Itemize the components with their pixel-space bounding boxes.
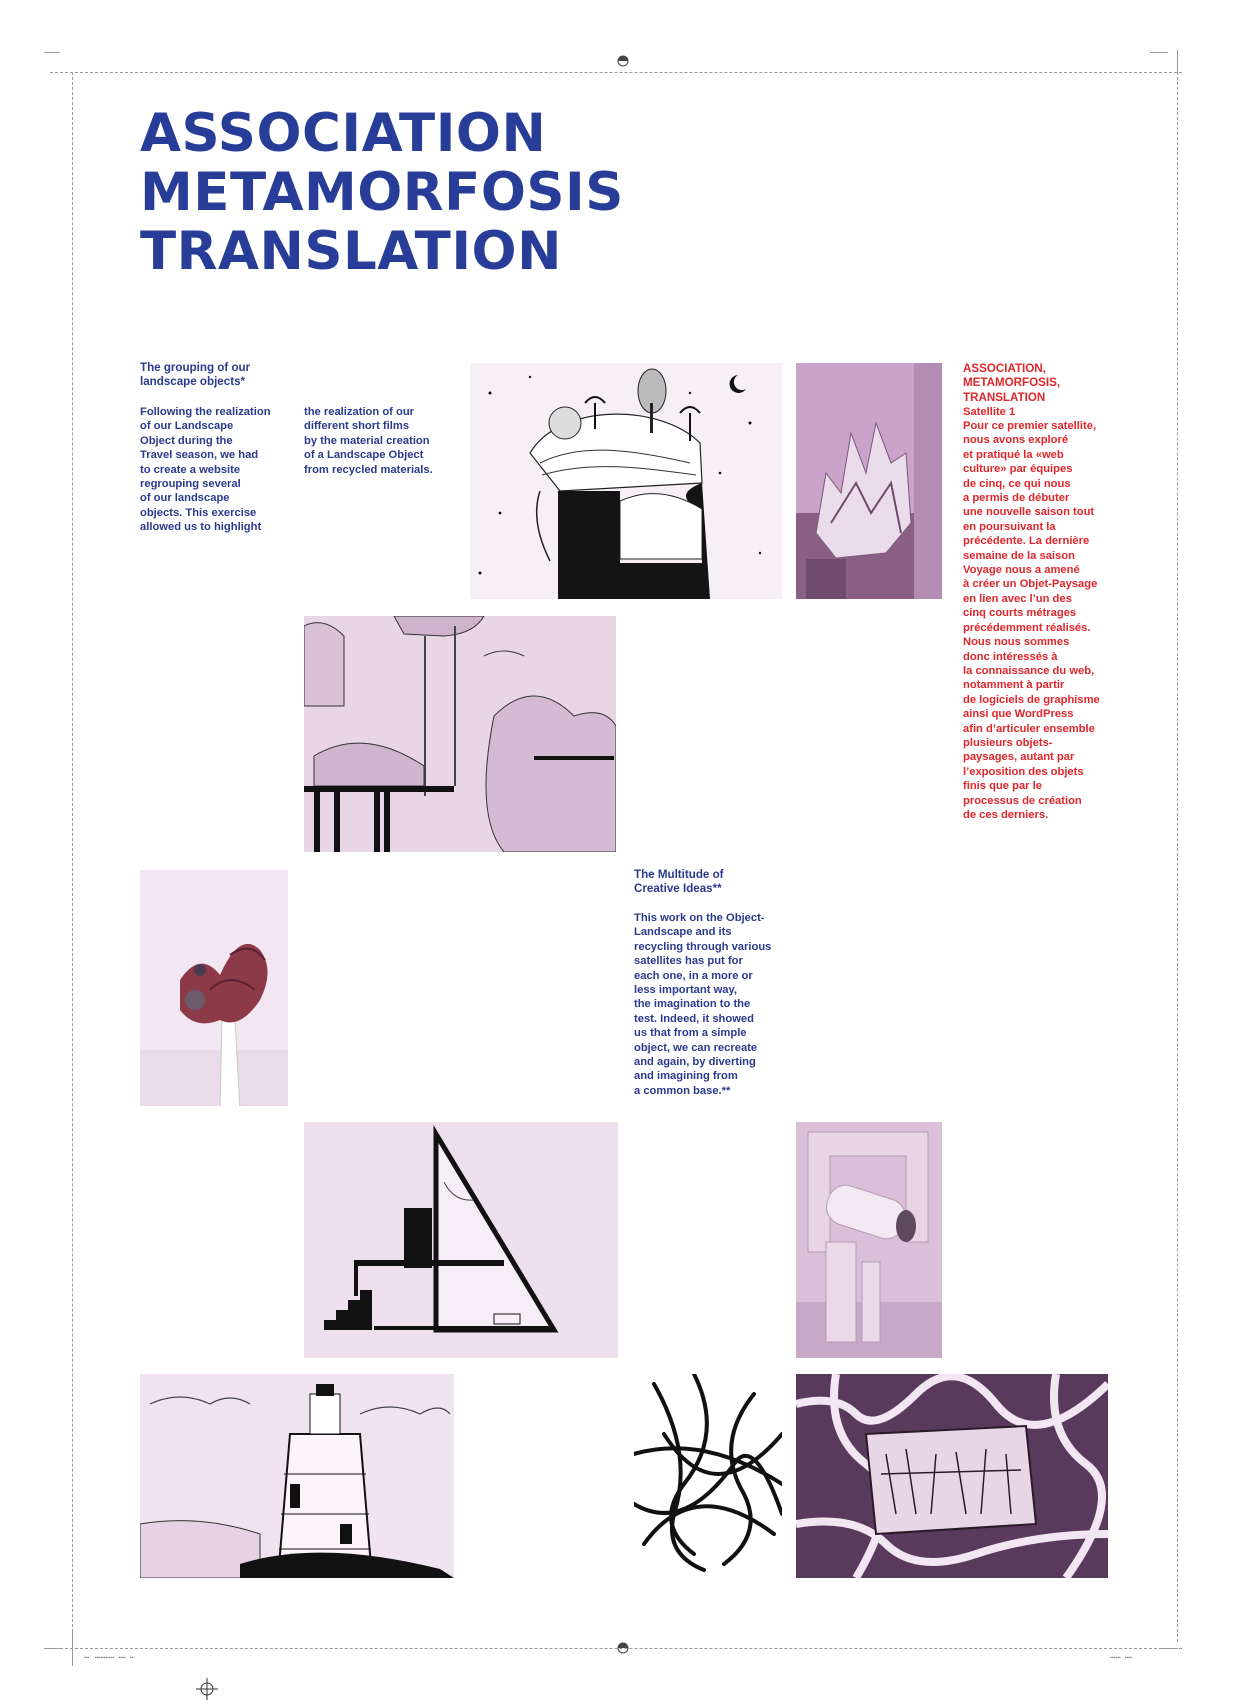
purple-map-drawing-image (796, 1374, 1108, 1578)
floating-landscapes-drawing-image (304, 616, 616, 852)
title-line-3: TRANSLATION (140, 221, 562, 282)
footer-print-date: ▪▪▪▪▪▪ ▪▪▪▪ (1110, 1655, 1132, 1661)
sidebar-heading: ASSOCIATION, METAMORFOSIS, TRANSLATION (963, 362, 1061, 404)
section2-body: This work on the Object- Landscape and its recycling through various satellites has put for each one, in a more or less important way, the imagination to the test. Indeed, it showed us that from a simple object, we can recreate and again, by diverting and imagining from a common base.** (634, 912, 772, 1097)
section2-heading: The Multitude of Creative Ideas** (634, 868, 724, 896)
sidebar-body: Pour ce premier satellite, nous avons exploré et pratiqué la «web culture» par équipes de cinq, ce qui nous a permis de débuter une nouvelle saison tout en poursuivant la précédente. La dernière semaine de la saison Voyage nous a amené à créer un Objet-Paysage en lien avec l’un des cinq courts métrages précédemment réalisés. Nous nous sommes donc intéressés à la connaissance du web, notamment à partir de logiciels de graphisme ainsi que WordPress afin d’articuler ensemble plusieurs objets- paysages, autant par l’exposition des objets finis que par le processus de création de ces derniers. (963, 420, 1100, 821)
crop-line-top (50, 72, 1182, 73)
registration-mark-icon (616, 54, 630, 68)
island-drawing-image (470, 363, 782, 599)
title-line-1: ASSOCIATION (140, 103, 547, 164)
crosshair-icon (196, 1678, 218, 1700)
red-leaf-sculpture-photo (140, 870, 288, 1106)
registration-mark-icon (616, 1641, 630, 1655)
lighthouse-drawing-image (140, 1374, 454, 1578)
crop-line-left (72, 72, 73, 1642)
footer-print-info: ▪▪▪ ▪▪▪▪▪▪▪▪▪▪▪ ▪▪▪▪ ▪▪ (84, 1655, 134, 1661)
sidebar-subheading: Satellite 1 (963, 406, 1016, 418)
triangle-house-drawing-image (304, 1122, 618, 1358)
crop-mark-top-right (1150, 52, 1168, 53)
title-line-2: METAMORFOSIS (140, 162, 624, 223)
section1-column1: Following the realization of our Landscape Object during the Travel season, we had to create a website regrouping several of our landscape objects. This exercise allowed us to highlight (140, 406, 271, 534)
crop-mark-bottom-left (44, 1648, 60, 1649)
tangled-lines-drawing-image (634, 1374, 782, 1578)
paper-sculpture-photo (796, 363, 942, 599)
crop-line-right (1177, 72, 1178, 1642)
section1-column2: the realization of our different short films by the material creation of a Landscape Object from recycled materials. (304, 406, 433, 476)
crop-mark-bottom-right (1160, 1648, 1178, 1649)
arch-tube-sculpture-photo (796, 1122, 942, 1358)
section1-heading: The grouping of our landscape objects* (140, 361, 251, 389)
crop-mark-right-top (1177, 50, 1178, 74)
crop-mark-left-bottom (72, 1630, 73, 1666)
page-title (140, 104, 860, 281)
crop-mark-top-left (44, 52, 60, 53)
